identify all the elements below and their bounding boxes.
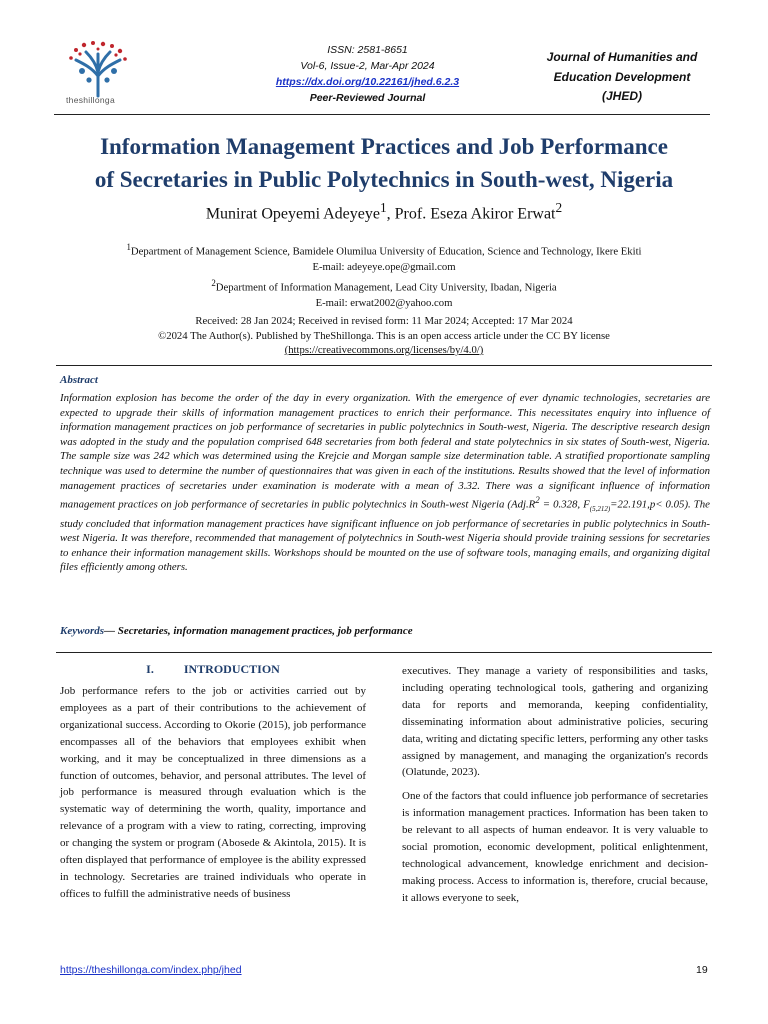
- author-1-affil-mark: 1: [379, 200, 387, 215]
- affiliation-2: Department of Information Management, Lead City University, Ibadan, Nigeria: [215, 281, 557, 294]
- journal-name-line-2: Education Development: [553, 69, 691, 84]
- doi-link[interactable]: https://dx.doi.org/10.22161/jhed.6.2.3: [275, 76, 460, 88]
- journal-meta: [240, 42, 495, 106]
- abstract-top-rule: [56, 365, 712, 366]
- abstract-heading: Abstract: [60, 374, 98, 386]
- article-history: [48, 314, 720, 358]
- author-2: , Prof. Eseza Akiror Erwat: [386, 205, 556, 223]
- affiliations: [48, 240, 720, 311]
- footer-journal-link[interactable]: https://theshillonga.com/index.php/jhed: [60, 964, 242, 976]
- keywords: [60, 625, 710, 637]
- peer-reviewed-label: Peer-Reviewed Journal: [309, 92, 426, 104]
- affil-2-mark: 2: [211, 277, 216, 288]
- abstract-body: [60, 391, 710, 575]
- copyright-notice: ©2024 The Author(s). Published by TheShillonga. This is an open access article under the CC BY license: [158, 329, 610, 342]
- paper-title: [48, 130, 720, 196]
- left-column: [60, 683, 366, 910]
- email-1: E-mail: adeyeye.ope@gmail.com: [312, 261, 456, 274]
- volume-issue: Vol-6, Issue-2, Mar-Apr 2024: [300, 60, 435, 72]
- title-line-2: of Secretaries in Public Polytechnics in South-west, Nigeria: [94, 167, 674, 192]
- author-list: [48, 200, 720, 223]
- author-1: Munirat Opeyemi Adeyeye: [205, 205, 380, 223]
- logo-text: theshillonga: [66, 95, 115, 105]
- body-top-rule: [56, 652, 712, 653]
- abstract-text-2: = 0.328, F: [539, 498, 590, 511]
- header-divider: [54, 114, 710, 115]
- section-heading-introduction: I. INTRODUCTION: [146, 662, 280, 676]
- intro-paragraph-3: One of the factors that could influence job performance of secretaries is information management practices. Information has been taken to be relevant to all aspects of human endeavor. It is very valuable to social promotion, economic development, political enlightenment, technological advancement, knowledge enrichment and decision-making process. Access to information is, therefore, crucial because, it allows everyone to seek,: [402, 790, 708, 904]
- issn: ISSN: 2581-8651: [327, 44, 408, 56]
- author-2-affil-mark: 2: [555, 200, 563, 215]
- affil-1-mark: 1: [126, 242, 131, 252]
- abstract-f-subscript: (5,212): [589, 504, 611, 513]
- journal-name-line-1: Journal of Humanities and: [546, 50, 698, 64]
- abstract-r-superscript: 2: [535, 495, 540, 506]
- abstract-text-3: =22.191,p< 0.05). The study concluded that information management practices have significant influence on job performance of secretaries in public polytechnics in South-west Nigeria. It was therefore, recommended that management of polytechnics in South-west Nigeria should provide training sessions for secretaries to enhance their information management skills. Workshops should be mounted on the use of software tools, managing emails, and organizing digital files efficiently among others.: [60, 498, 710, 574]
- journal-name: [522, 48, 722, 107]
- intro-paragraph-1: Job performance refers to the job or activities carried out by employees as a part of their contributions to the achievement of organizational success. According to Okorie (2015), job performance encompasses all of the behaviors that employees exhibit when working, and it may be conceptualized in three dimensions as a function of outcomes, behavior, and personal attributes. The level of job performance is measured through evaluation which is the systematic way of determining the worth, quality, importance and relevance of a program with a view to rating, correcting, improving or changing the system or program (Abosede & Akintola, 2015). It is often displayed that performance of employee is the ability expressed in technology. Secretaries are trained individuals who operate in offices to fulfill the administrative needs of business: [60, 685, 366, 900]
- right-column: [402, 663, 708, 914]
- received-dates: Received: 28 Jan 2024; Received in revised form: 11 Mar 2024; Accepted: 17 Mar 2024: [195, 315, 573, 327]
- journal-name-line-3: (JHED): [601, 89, 642, 103]
- intro-paragraph-2: executives. They manage a variety of responsibilities and tasks, including operating technological tools, gathering and organizing data for reports and memoranda, keeping confidentiality, disseminating information about administrative policies, securing data, writing and dictating specific letters, performing any other tasks assigned by management, and managing the organization's records (Olatunde, 2023).: [402, 665, 708, 779]
- keywords-label: Keywords: [60, 625, 104, 637]
- page-number: 19: [696, 964, 708, 976]
- abstract-text-1: Information explosion has become the order of the day in every organization. With the emergence of ever dynamic technologies, secretaries are expected to upgrade their skills of information management practices to enrich their performance. This necessitates enquiry into influence of information management practices on job performance of secretaries in public polytechnics in South-west, Nigeria. The descriptive research design was adopted in the study and the population comprised 648 secretaries from both federal and state polytechnics in six states of South-west, Nigeria. The sample size was 242 which was determined using the Krejcie and Morgan sample size determination table. A stratified proportionate sampling technique was used to determine the number of questionnaires that was given in each of the institutions. Results showed that the level of information management practices of secretaries under examination is moderate with a mean of 3.32. There was a significant influence of information management practices on job performance of secretaries in public polytechnics in South-west Nigeria (Adj.R: [60, 392, 710, 511]
- keywords-list: — Secretaries, information management practices, job performance: [104, 625, 413, 637]
- title-line-1: Information Management Practices and Job Performance: [100, 134, 668, 159]
- license-link[interactable]: (https://creativecommons.org/licenses/by/4.0/): [284, 344, 484, 356]
- affiliation-1: Department of Management Science, Bamidele Olumilua University of Education, Science and Technology, Ikere Ekiti: [130, 245, 642, 258]
- email-2: E-mail: erwat2002@yahoo.com: [315, 296, 453, 309]
